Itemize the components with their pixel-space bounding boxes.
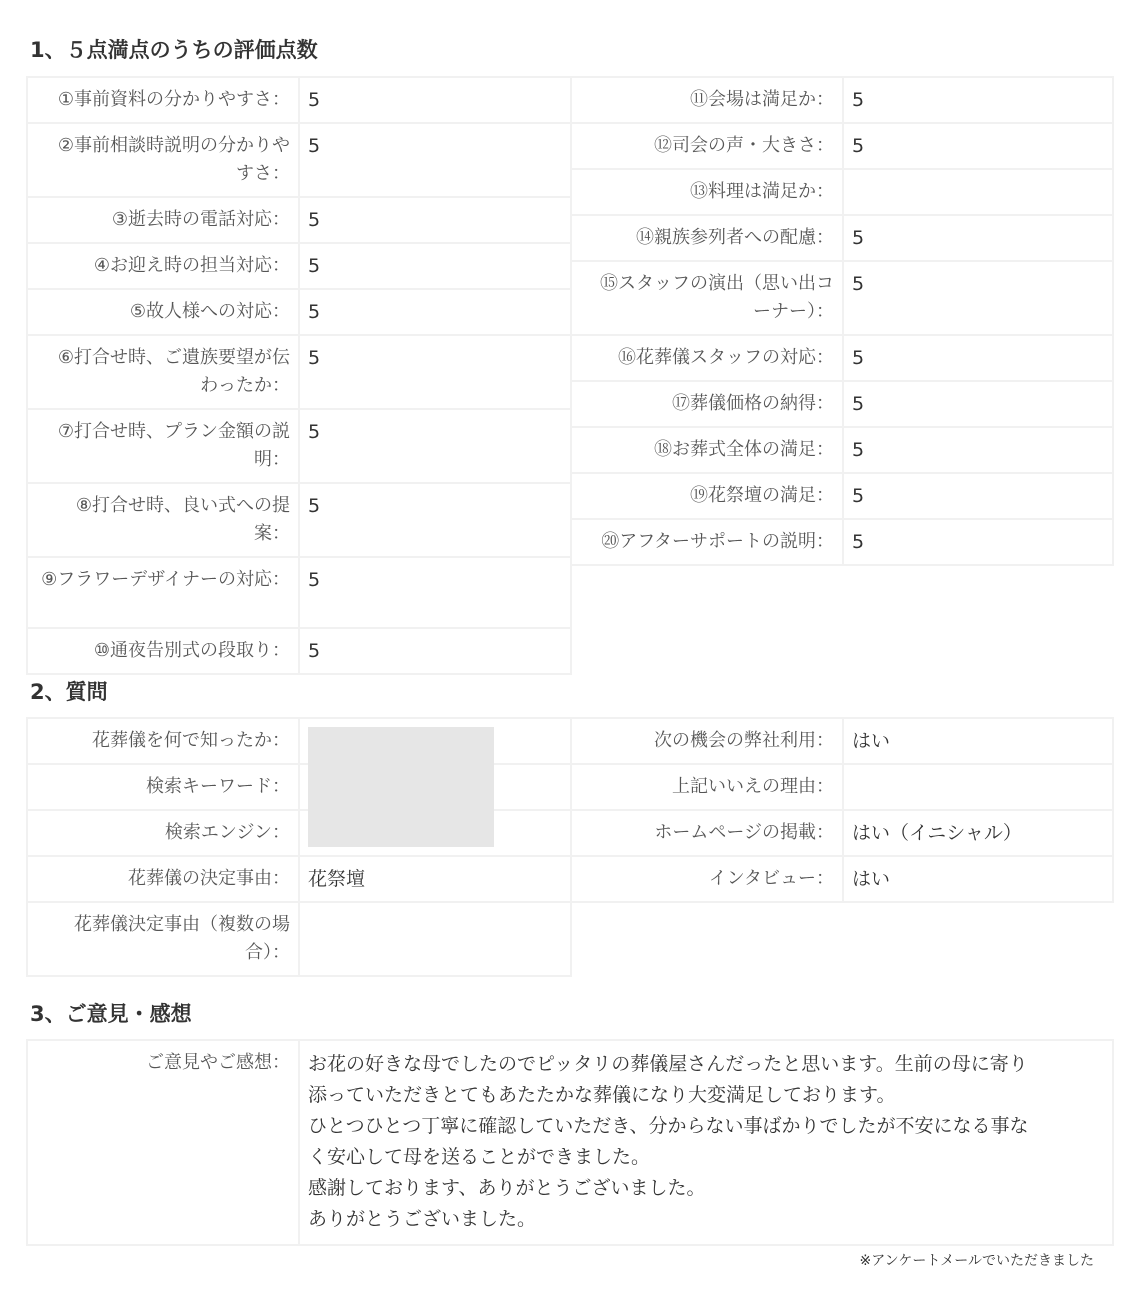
- footnote: ※アンケートメールでいただきました: [859, 1253, 1094, 1269]
- questions-right: [570, 717, 1114, 903]
- rating-label: ⑤故人様への対応：: [27, 289, 299, 335]
- question-label: ホームページの掲載：: [571, 810, 843, 856]
- table-row: [571, 519, 1113, 565]
- rating-label: ⑭親族参列者への配慮：: [571, 215, 843, 261]
- section3-title: 3、ご意見・感想: [30, 1002, 192, 1026]
- table-row: [571, 381, 1113, 427]
- rating-label: ⑳アフターサポートの説明：: [571, 519, 843, 565]
- table-row: [27, 409, 571, 483]
- table-row: [571, 215, 1113, 261]
- ratings-left: [26, 76, 572, 675]
- rating-value: 5: [299, 197, 571, 243]
- rating-label: ⑱お葬式全体の満足：: [571, 427, 843, 473]
- rating-value: 5: [299, 483, 571, 557]
- table-row: [27, 123, 571, 197]
- rating-label: ⑲花祭壇の満足：: [571, 473, 843, 519]
- rating-value: 5: [299, 409, 571, 483]
- table-row: [571, 77, 1113, 123]
- question-value: はい: [843, 856, 1113, 902]
- rating-value: [843, 169, 1113, 215]
- rating-value: 5: [299, 243, 571, 289]
- question-value: 花祭壇: [299, 856, 571, 902]
- question-label: 検索キーワード：: [27, 764, 299, 810]
- rating-label: ⑰葬儀価格の納得：: [571, 381, 843, 427]
- question-label: 検索エンジン：: [27, 810, 299, 856]
- comment-label: ご意見やご感想：: [27, 1040, 299, 1245]
- rating-value: 5: [299, 289, 571, 335]
- comment-line: お花の好きな母でしたのでピッタリの葬儀屋さんだったと思います。生前の母に寄り: [308, 1053, 1028, 1075]
- table-row: [571, 261, 1113, 335]
- table-row: [27, 718, 571, 764]
- table-row: [27, 557, 571, 628]
- question-value: はい（イニシャル）: [843, 810, 1113, 856]
- section2-title: 2、質問: [30, 680, 108, 704]
- question-label: 花葬儀を何で知ったか：: [27, 718, 299, 764]
- rating-label: ⑯花葬儀スタッフの対応：: [571, 335, 843, 381]
- rating-value: 5: [299, 557, 571, 628]
- table-row: [27, 483, 571, 557]
- question-value: [299, 902, 571, 976]
- rating-label: ⑮スタッフの演出（思い出コーナー）：: [571, 261, 843, 335]
- question-value: [843, 764, 1113, 810]
- rating-label: ⑩通夜告別式の段取り：: [27, 628, 299, 674]
- rating-value: 5: [843, 519, 1113, 565]
- table-row: [571, 764, 1113, 810]
- table-row: [571, 473, 1113, 519]
- comment-text: [299, 1040, 1113, 1245]
- rating-label: ⑫司会の声・大きさ：: [571, 123, 843, 169]
- rating-value: 5: [299, 335, 571, 409]
- section1-title: 1、５点満点のうちの評価点数: [30, 38, 318, 62]
- comments: [26, 1039, 1114, 1246]
- rating-label: ⑨フラワーデザイナーの対応：: [27, 557, 299, 628]
- rating-label: ①事前資料の分かりやすさ：: [27, 77, 299, 123]
- rating-value: 5: [843, 427, 1113, 473]
- table-row: [27, 197, 571, 243]
- rating-value: 5: [299, 628, 571, 674]
- table-row: [571, 718, 1113, 764]
- rating-value: 5: [843, 335, 1113, 381]
- question-value: [299, 718, 571, 764]
- redacted-block: [308, 727, 494, 847]
- table-row: [571, 335, 1113, 381]
- comment-line: ありがとうございました。: [308, 1208, 537, 1230]
- table-row: [571, 123, 1113, 169]
- rating-label: ⑧打合せ時、良い式への提案：: [27, 483, 299, 557]
- rating-value: 5: [843, 473, 1113, 519]
- question-value: はい: [843, 718, 1113, 764]
- rating-label: ④お迎え時の担当対応：: [27, 243, 299, 289]
- table-row: [571, 169, 1113, 215]
- rating-value: 5: [299, 123, 571, 197]
- rating-label: ⑦打合せ時、プラン金額の説明：: [27, 409, 299, 483]
- question-label: インタビュー：: [571, 856, 843, 902]
- rating-value: 5: [299, 77, 571, 123]
- table-row: [27, 902, 571, 976]
- rating-label: ③逝去時の電話対応：: [27, 197, 299, 243]
- questions-left: [26, 717, 572, 977]
- rating-label: ⑥打合せ時、ご遺族要望が伝わったか：: [27, 335, 299, 409]
- rating-value: 5: [843, 77, 1113, 123]
- table-row: [27, 243, 571, 289]
- rating-label: ⑬料理は満足か：: [571, 169, 843, 215]
- table-row: [27, 856, 571, 902]
- table-row: [27, 1040, 1113, 1245]
- table-row: [27, 77, 571, 123]
- table-row: [571, 810, 1113, 856]
- table-row: [571, 856, 1113, 902]
- table-row: [27, 289, 571, 335]
- rating-value: 5: [843, 123, 1113, 169]
- question-label: 次の機会の弊社利用：: [571, 718, 843, 764]
- comment-line: く安心して母を送ることができました。: [308, 1146, 651, 1168]
- rating-value: 5: [843, 261, 1113, 335]
- comment-line: 感謝しております、ありがとうございました。: [308, 1177, 706, 1199]
- rating-label: ⑪会場は満足か：: [571, 77, 843, 123]
- rating-value: 5: [843, 215, 1113, 261]
- comment-line: ひとつひとつ丁寧に確認していただき、分からない事ばかりでしたが不安になる事な: [308, 1115, 1029, 1137]
- table-row: [27, 628, 571, 674]
- question-label: 上記いいえの理由：: [571, 764, 843, 810]
- question-label: 花葬儀決定事由（複数の場合）：: [27, 902, 299, 976]
- ratings-right: [570, 76, 1114, 566]
- rating-label: ②事前相談時説明の分かりやすさ：: [27, 123, 299, 197]
- rating-value: 5: [843, 381, 1113, 427]
- question-label: 花葬儀の決定事由：: [27, 856, 299, 902]
- table-row: [571, 427, 1113, 473]
- comment-line: 添っていただきとてもあたたかな葬儀になり大変満足しております。: [308, 1084, 896, 1106]
- table-row: [27, 335, 571, 409]
